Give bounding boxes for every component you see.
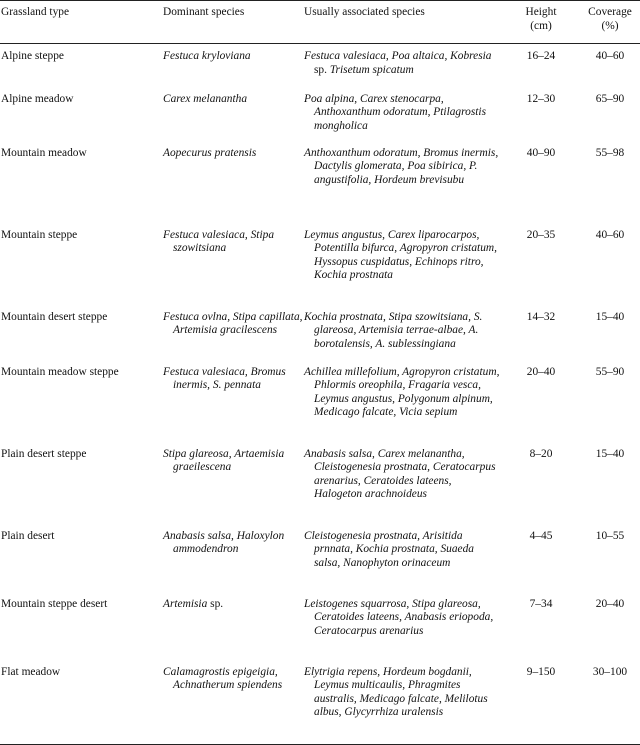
cell-height: 12–30 (526, 92, 556, 105)
dominant-text: Carex melanantha (163, 92, 248, 105)
associated-text: Elytrigia repens, Hordeum bogdanii, Leymus multicaulis, Phragmites australis, Medicago falcate, Melilotus albus, Glycyrrhiza uralensis (304, 665, 488, 718)
cell-height: 20–35 (526, 228, 556, 241)
cell-dominant-species (163, 442, 304, 524)
cell-grassland-type: Alpine steppe (1, 50, 64, 62)
associated-text: Leymus angustus, Carex liparocarpos, Potentilla bifurca, Agropyron cristatum, Hyssopus cuspidatus, Echinops ritro, Kochia prostnata (304, 228, 497, 281)
associated-sp-abbrev: sp. (314, 63, 330, 76)
cell-grassland-type: Mountain steppe (1, 228, 78, 241)
cell-height: 8–20 (529, 447, 553, 460)
cell-grassland-type: Plain desert steppe (1, 447, 87, 460)
table-row (0, 524, 640, 592)
cell-dominant-species (163, 592, 304, 660)
header-coverage (580, 1, 640, 44)
cell-associated-species (304, 44, 502, 87)
header-coverage-line1: Coverage (588, 6, 632, 18)
cell-height: 4–45 (529, 529, 553, 542)
table-row (0, 87, 640, 141)
dominant-genus: Artemisia (163, 597, 208, 610)
associated-text: Achillea millefolium, Agropyron cristatum, Phlormis oreophila, Fragaria vesca, Leymus angustus, Polygonum alpinum, Medicago falcate, Vicia sepium (304, 365, 500, 418)
cell-height: 40–90 (526, 146, 556, 159)
cell-grassland-type: Mountain meadow steppe (1, 365, 119, 378)
cell-grassland-type: Mountain meadow (1, 146, 87, 159)
cell-dominant-species (163, 87, 304, 141)
associated-part-c: Trisetum spicatum (329, 63, 414, 76)
cell-coverage: 20–40 (595, 597, 625, 610)
cell-coverage: 65–90 (595, 92, 625, 105)
dominant-text: Anabasis salsa, Haloxylon ammodendron (163, 529, 285, 555)
associated-text: Anthoxanthum odoratum, Bromus inermis, Dactylis glomerata, Poa sibirica, P. angustifolia, Hordeum brevisubu (304, 146, 499, 186)
cell-associated-species (304, 524, 502, 592)
associated-text: Poa alpina, Carex stenocarpa, Anthoxanthum odoratum, Ptilagrostis mongholica (304, 92, 487, 132)
dominant-sp-abbrev: sp. (207, 597, 224, 610)
associated-text: Anabasis salsa, Carex melanantha, Cleistogenesia prostnata, Ceratocarpus arenarius, Ceratoides lateens, Halogeton arachnoideus (304, 447, 496, 500)
table-row (0, 360, 640, 442)
table-row (0, 592, 640, 660)
associated-text: Kochia prostnata, Stipa szowitsiana, S. glareosa, Artemisia terrae-albae, A. borotalensis, A. sublessingiana (304, 310, 483, 350)
table-row (0, 141, 640, 223)
dominant-text: Festuca valesiaca, Bromus inermis, S. pennata (163, 365, 286, 391)
cell-coverage: 15–40 (595, 447, 625, 460)
cell-dominant-species (163, 141, 304, 223)
associated-text (304, 50, 502, 77)
cell-associated-species (304, 87, 502, 141)
associated-text: Cleistogenesia prostnata, Arisitida prnnata, Kochia prostnata, Suaeda salsa, Nanophyton orinaceum (304, 529, 474, 569)
header-row (0, 1, 640, 44)
table-row (0, 44, 640, 87)
cell-dominant-species (163, 360, 304, 442)
header-associated-species: Usually associated species (304, 1, 502, 44)
header-coverage-line2: (%) (601, 19, 619, 32)
cell-dominant-species (163, 44, 304, 87)
dominant-text: Calamagrostis epigeigia, Achnatherum spiendens (163, 665, 283, 691)
associated-text: Leistogenes squarrosa, Stipa glareosa, Ceratoides lateens, Anabasis eriopoda, Ceratocarpus arenarius (304, 597, 494, 637)
table-row (0, 660, 640, 745)
cell-associated-species (304, 141, 502, 223)
cell-associated-species (304, 305, 502, 360)
header-height-line1: Height (525, 6, 557, 18)
table-header (0, 1, 640, 44)
header-height (502, 1, 580, 44)
cell-height: 7–34 (529, 597, 553, 610)
cell-height: 9–150 (502, 660, 580, 745)
cell-dominant-species (163, 223, 304, 305)
dominant-text: Aopecurus pratensis (163, 146, 257, 159)
header-dominant-species: Dominant species (163, 1, 304, 44)
cell-coverage: 30–100 (580, 660, 640, 745)
cell-associated-species (304, 592, 502, 660)
cell-associated-species (304, 223, 502, 305)
dominant-text: Festuca ovlna, Stipa capillata, Artemisia gracilescens (163, 310, 303, 336)
dominant-text: Festuca kryloviana (163, 50, 251, 62)
dominant-text (163, 598, 304, 612)
cell-height: 16–24 (526, 50, 556, 62)
cell-coverage: 15–40 (595, 310, 625, 323)
cell-coverage: 10–55 (595, 529, 625, 542)
cell-associated-species (304, 442, 502, 524)
cell-coverage: 40–60 (595, 228, 625, 241)
cell-grassland-type: Mountain steppe desert (1, 597, 108, 610)
header-height-line2: (cm) (530, 19, 552, 32)
table-row (0, 223, 640, 305)
dominant-text: Stipa glareosa, Artaemisia graeilescena (163, 447, 285, 473)
cell-coverage: 55–90 (595, 365, 625, 378)
cell-associated-species (304, 360, 502, 442)
header-grassland-type: Grassland type (0, 1, 163, 44)
table-body (0, 44, 640, 745)
cell-grassland-type: Plain desert (1, 529, 55, 542)
cell-coverage: 55–98 (595, 146, 625, 159)
table-row (0, 442, 640, 524)
cell-associated-species (304, 660, 502, 745)
cell-dominant-species (163, 305, 304, 360)
cell-coverage: 40–60 (595, 50, 625, 62)
associated-part-b: Kobresia (450, 50, 492, 62)
cell-dominant-species (163, 524, 304, 592)
cell-height: 14–32 (526, 310, 556, 323)
cell-height: 20–40 (526, 365, 556, 378)
table-row (0, 305, 640, 360)
cell-dominant-species (163, 660, 304, 745)
associated-part-a: Festuca valesiaca, Poa altaica, (304, 50, 448, 62)
cell-grassland-type: Flat meadow (0, 660, 163, 745)
dominant-text: Festuca valesiaca, Stipa szowitsiana (163, 228, 275, 254)
cell-grassland-type: Mountain desert steppe (1, 310, 108, 323)
cell-grassland-type: Alpine meadow (1, 92, 74, 105)
